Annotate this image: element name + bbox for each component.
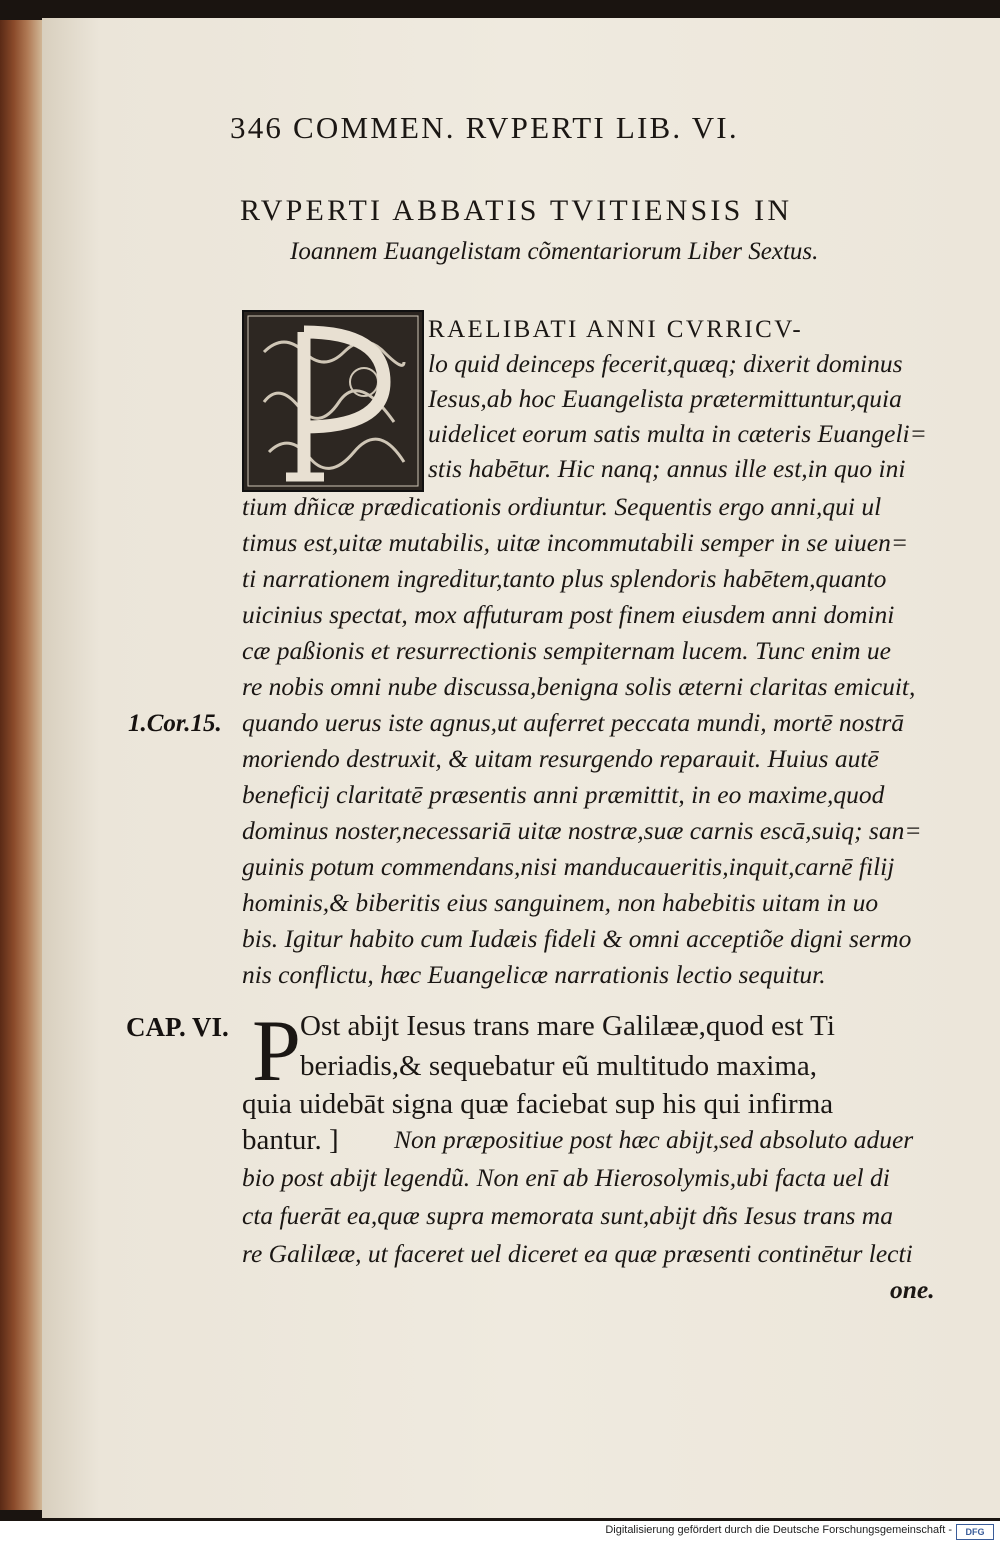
commentary-line: Non præpositiue post hæc abijt,sed absoluto aduer (394, 1125, 914, 1154)
commentary-line-end: one. (890, 1275, 935, 1304)
commentary-line: bio post abijt legendũ. Non enī ab Hierosolymis,ubi facta uel di (242, 1163, 890, 1192)
text-line: Iesus,ab hoc Euangelista prætermittuntur,quia (428, 384, 902, 413)
text-line: hominis,& biberitis eius sanguinem, non habebitis uitam in uo (242, 888, 879, 917)
text-line: bis. Igitur habito cum Iudæis fideli & omni acceptiõe digni sermo (242, 924, 912, 953)
decorated-initial-p (242, 310, 424, 492)
running-head: 346 COMMEN. RVPERTI LIB. VI. (230, 110, 739, 145)
text-line: uidelicet eorum satis multa in cæteris Euangeli= (428, 419, 927, 448)
book-page (42, 18, 1000, 1518)
book-title-line-2: Ioannem Euangelistam cõmentariorum Liber Sextus. (290, 238, 819, 265)
text-line: timus est,uitæ mutabilis, uitæ incommutabili semper in se uiuen= (242, 528, 909, 557)
margin-note-reference: 1.Cor.15. (128, 710, 222, 737)
chapter-initial: P (252, 1003, 301, 1100)
commentary-line: re Galilææ, ut faceret uel diceret ea quæ præsenti continētur lecti (242, 1239, 913, 1268)
text-line: dominus noster,necessariā uitæ nostræ,suæ carnis escā,suiq; san= (242, 816, 922, 845)
text-line: uicinius spectat, mox affuturam post finem eiusdem anni domini (242, 600, 895, 629)
text-line: beneficij claritatē præsentis anni præmittit, in eo maxime,quod (242, 780, 885, 809)
digitization-footer (0, 1521, 1000, 1541)
text-line: tium dñicæ prædicationis ordiuntur. Sequentis ergo anni,qui ul (242, 492, 882, 521)
scripture-line: quia uidebāt signa quæ faciebat sup his qui infirma (242, 1088, 834, 1120)
text-line: nis conflictu, hæc Euangelicæ narrationis lectio sequitur. (242, 960, 826, 989)
text-line: moriendo destruxit, & uitam resurgendo reparauit. Huius autē (242, 744, 879, 773)
text-line: ti narrationem ingreditur,tanto plus splendoris habētem,quanto (242, 564, 887, 593)
book-title-line-1: RVPERTI ABBATIS TVITIENSIS IN (240, 194, 793, 227)
commentary-line: cta fuerāt ea,quæ supra memorata sunt,abijt dñs Iesus trans ma (242, 1201, 893, 1230)
text-line: guinis potum commendans,nisi manducaueritis,inquit,carnē filij (242, 852, 895, 881)
scripture-line: beriadis,& sequebatur eũ multitudo maxima, (300, 1050, 818, 1082)
text-line: quando uerus iste agnus,ut auferret peccata mundi, mortē nostrā (242, 708, 905, 737)
text-line: stis habētur. Hic nanq; annus ille est,in quo ini (428, 454, 906, 483)
text-line: lo quid deinceps fecerit,quæq; dixerit dominus (428, 349, 903, 378)
text-line: RAELIBATI ANNI CVRRICV- (428, 316, 804, 343)
chapter-marker: CAP. VI. (126, 1012, 229, 1042)
scripture-line: Ost abijt Iesus trans mare Galilææ,quod est Ti (300, 1010, 835, 1042)
footer-credit: Digitalisierung gefördert durch die Deutsche Forschungsgemeinschaft - (605, 1524, 952, 1536)
book-binding-edge (0, 20, 46, 1510)
dfg-logo-icon: DFG (956, 1524, 994, 1540)
ornament-icon (244, 312, 422, 490)
scripture-line: bantur. ] (242, 1124, 339, 1156)
text-line: re nobis omni nube discussa,benigna solis æterni claritas emicuit, (242, 672, 916, 701)
text-line: cæ paßionis et resurrectionis sempiternam lucem. Tunc enim ue (242, 636, 891, 665)
